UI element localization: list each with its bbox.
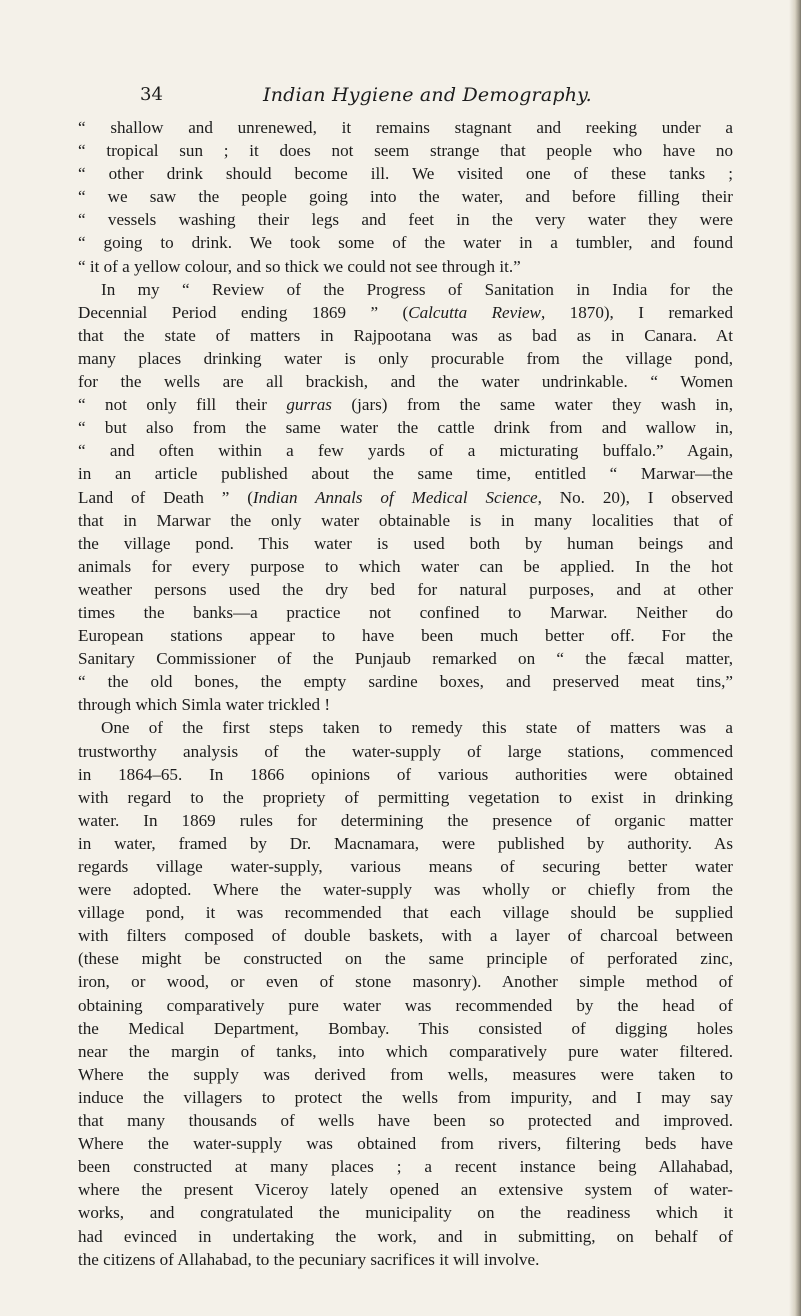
text-line: many places drinking water is only procurable from the village pond, <box>78 348 733 368</box>
text-line: (these might be constructed on the same principle of perforated zinc, <box>78 949 733 969</box>
text-line: in an article published about the same time, entitled “ Marwar—the <box>78 464 733 484</box>
text-line: In my “ Review of the Progress of Sanitation in India for the <box>101 279 733 299</box>
text-line: for the wells are all brackish, and the water undrinkable. “ Women <box>78 372 733 392</box>
text-line: One of the first steps taken to remedy this state of matters was a <box>101 718 733 738</box>
text-line: “ it of a yellow colour, and so thick we could not see through it.” <box>78 256 521 276</box>
text-line: near the margin of tanks, into which comparatively pure water filtered. <box>78 1041 733 1061</box>
text-line: Where the water-supply was obtained from rivers, filtering beds have <box>78 1134 733 1154</box>
text-line: “ going to drink. We took some of the water in a tumbler, and found <box>78 233 733 253</box>
text-line: “ not only fill their gurras (jars) from the same water they wash in, <box>78 395 733 415</box>
text-line: with filters composed of double baskets, with a layer of charcoal between <box>78 926 733 946</box>
text-line: Decennial Period ending 1869 ” (Calcutta Review, 1870), I remarked <box>78 302 733 322</box>
text-line: “ vessels washing their legs and feet in the very water they were <box>78 210 733 230</box>
body-text <box>78 116 733 1271</box>
text-line: the Medical Department, Bombay. This consisted of digging holes <box>78 1018 733 1038</box>
page-number: 34 <box>140 84 163 105</box>
text-line: obtaining comparatively pure water was recommended by the head of <box>78 995 733 1015</box>
text-line: trustworthy analysis of the water-supply of large stations, commenced <box>78 741 733 761</box>
text-line: induce the villagers to protect the wells from impurity, and I may say <box>78 1087 733 1107</box>
text-line: “ other drink should become ill. We visited one of these tanks ; <box>78 164 733 184</box>
text-line: European stations appear to have been much better off. For the <box>78 626 733 646</box>
text-line: “ tropical sun ; it does not seem strange that people who have no <box>78 141 733 161</box>
text-line: that the state of matters in Rajpootana was as bad as in Canara. At <box>78 325 733 345</box>
text-line: Where the supply was derived from wells, measures were taken to <box>78 1064 733 1084</box>
text-line: Land of Death ” (Indian Annals of Medical Science, No. 20), I observed <box>78 487 733 507</box>
text-line: the village pond. This water is used both by human beings and <box>78 533 733 553</box>
text-line: works, and congratulated the municipality on the readiness which it <box>78 1203 733 1223</box>
page-edge-shadow <box>789 0 801 1316</box>
text-line: “ but also from the same water the cattle drink from and wallow in, <box>78 418 733 438</box>
text-line: weather persons used the dry bed for natural purposes, and at other <box>78 579 733 599</box>
text-line: “ we saw the people going into the water, and before filling their <box>78 187 733 207</box>
text-line: in 1864–65. In 1866 opinions of various authorities were obtained <box>78 764 733 784</box>
running-title: Indian Hygiene and Demography. <box>263 84 592 106</box>
text-line: animals for every purpose to which water can be applied. In the hot <box>78 556 733 576</box>
text-line: times the banks—a practice not confined to Marwar. Neither do <box>78 602 733 622</box>
text-line: “ the old bones, the empty sardine boxes, and preserved meat tins,” <box>78 672 733 692</box>
text-line: “ shallow and unrenewed, it remains stagnant and reeking under a <box>78 118 733 137</box>
text-line: the citizens of Allahabad, to the pecuniary sacrifices it will involve. <box>78 1249 540 1269</box>
text-line: had evinced in undertaking the work, and in submitting, on behalf of <box>78 1226 733 1246</box>
text-line: village pond, it was recommended that each village should be supplied <box>78 903 733 923</box>
text-line: where the present Viceroy lately opened an extensive system of water- <box>78 1180 733 1200</box>
text-line: that in Marwar the only water obtainable is in many localities that of <box>78 510 733 530</box>
text-line: “ and often within a few yards of a micturating buffalo.” Again, <box>78 441 733 461</box>
text-line: been constructed at many places ; a recent instance being Allahabad, <box>78 1157 733 1177</box>
page-header <box>0 84 801 112</box>
text-line: iron, or wood, or even of stone masonry). Another simple method of <box>78 972 733 992</box>
text-line: water. In 1869 rules for determining the presence of organic matter <box>78 810 733 830</box>
text-line: in water, framed by Dr. Macnamara, were published by authority. As <box>78 833 733 853</box>
text-line: through which Simla water trickled ! <box>78 695 331 715</box>
text-line: that many thousands of wells have been so protected and improved. <box>78 1111 733 1131</box>
text-line: regards village water-supply, various means of securing better water <box>78 857 733 876</box>
text-line: with regard to the propriety of permitting vegetation to exist in drinking <box>78 787 733 807</box>
text-line: Sanitary Commissioner of the Punjaub remarked on “ the fæcal matter, <box>78 649 733 669</box>
text-line: were adopted. Where the water-supply was wholly or chiefly from the <box>78 880 733 900</box>
